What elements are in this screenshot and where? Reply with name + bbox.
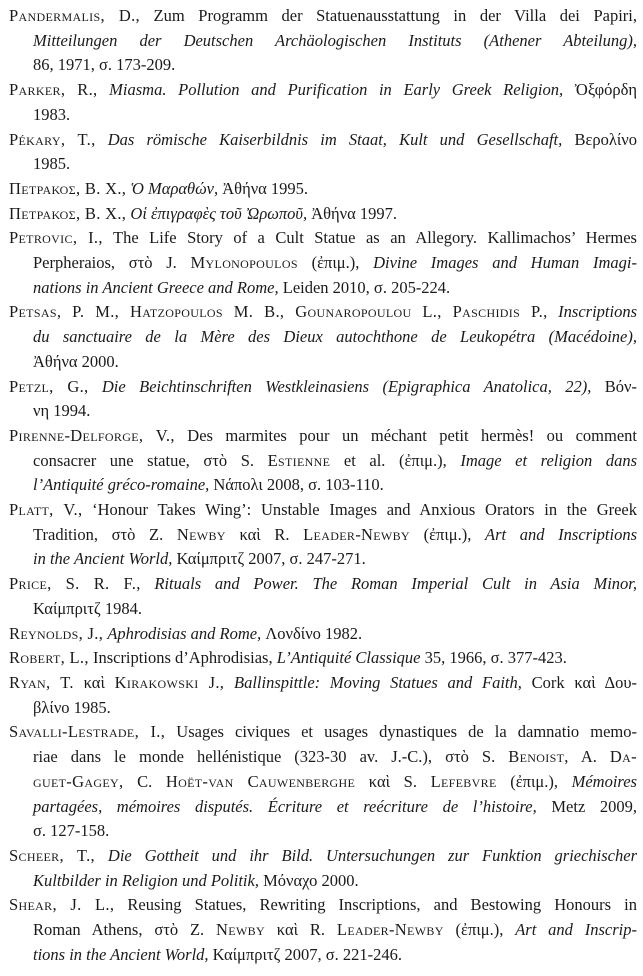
author-name: Pékary, T., (9, 129, 96, 149)
entry-line (9, 375, 637, 400)
work-title: Art and Inscrip- (515, 920, 637, 940)
entry-line (9, 523, 637, 548)
entry-line (9, 498, 637, 523)
author-name: Savalli-Lestrade, I., (9, 722, 166, 742)
entry-text: C. (123, 771, 166, 791)
entry-line (9, 128, 637, 153)
work-title: Mémoires (571, 771, 637, 791)
work-title: tions in the Ancient World, (33, 944, 209, 964)
bibliography-entry (9, 300, 637, 374)
author-name: Hoët-van Cauwenberghe (165, 771, 356, 791)
entry-text: Usages civiques et usages dynastiques de la damnatio memo- (165, 722, 637, 742)
author-name: Πετρακος, Β. Χ., (9, 203, 127, 223)
entry-text: A. (568, 747, 610, 767)
entry-line (9, 300, 637, 325)
entry-text: Leiden 2010, σ. 205-224. (278, 277, 451, 297)
entry-line (9, 622, 637, 647)
bibliography-entry (9, 128, 637, 177)
work-title: L’Antiquité Classique (276, 648, 421, 668)
bibliography-entry (9, 78, 637, 127)
entry-line (9, 572, 637, 597)
entry-line (9, 646, 637, 671)
author-name: Petzl, G., (9, 376, 89, 396)
bibliography-entry (9, 572, 637, 621)
entry-line (9, 745, 637, 770)
entry-line (9, 251, 637, 276)
work-title: Divine Images and Human Imagi- (373, 253, 637, 273)
entry-text: καὶ (73, 672, 115, 692)
author-name: Leader-Newby (336, 920, 444, 940)
entry-line (9, 547, 637, 572)
work-title: partagées, mémoires disputés. Écriture et reécriture de l’histoire, (33, 796, 537, 816)
entry-line (9, 869, 637, 894)
bibliography-entry (9, 202, 637, 227)
entry-line (9, 918, 637, 943)
entry-text: Ἀθήνα 1995. (218, 178, 309, 198)
entry-text (548, 302, 559, 321)
entry-line (9, 844, 637, 869)
entry-line (9, 720, 637, 745)
author-name: Parker, R., (9, 80, 98, 100)
author-name: Price, S. R. F., (9, 574, 141, 594)
bibliography-entry (9, 177, 637, 202)
entry-line (9, 424, 637, 449)
entry-text: Βόν- (591, 376, 637, 396)
entry-text: νη 1994. (33, 401, 91, 421)
entry-line (9, 597, 637, 622)
work-title: Das römische Kaiserbildnis im Staat, Kult und Gesellschaft, (107, 129, 563, 149)
entry-text: Reusing Statues, Rewriting Inscriptions, and Bestowing Honours in (114, 895, 637, 915)
entry-line (9, 671, 637, 696)
entry-text: καὶ S. (355, 771, 431, 791)
author-name: guet-Gagey, (33, 771, 124, 791)
author-name: Robert, L., (9, 648, 89, 668)
entry-text (224, 673, 234, 692)
entry-line (9, 202, 637, 227)
entry-text: riae dans le monde hellénistique (323-30 av. J.-C.), στὸ S. (33, 747, 509, 767)
entry-line (9, 226, 637, 251)
entry-text (98, 80, 110, 99)
entry-line (9, 78, 637, 103)
entry-line (9, 943, 637, 968)
author-name: Πετρακος, Β. Χ., (9, 178, 127, 198)
bibliography-entry (9, 498, 637, 572)
entry-text: Cork καὶ Δου- (521, 672, 637, 692)
entry-line (9, 893, 637, 918)
author-name: Shear, J. L., (9, 895, 115, 915)
entry-line (9, 449, 637, 474)
entry-text: Λονδίνο 1982. (261, 623, 363, 643)
work-title: Ὁ Μαραθών, (130, 178, 219, 198)
entry-text: 86, 1971, σ. 173-209. (33, 55, 176, 75)
work-title: Οἱ ἐπιγραφὲς τοῦ Ὠρωποῦ, (130, 203, 308, 223)
author-name: Petrovic, I., (9, 228, 103, 248)
work-title: Die Beichtinschriften Westkleinasiens (Epigraphica Anatolica, 22), (101, 376, 592, 396)
entry-line (9, 177, 637, 202)
work-title: Miasma. Pollution and Purification in Early Greek Religion, (109, 80, 564, 100)
entry-line (9, 325, 637, 350)
author-name: Leader-Newby (303, 524, 410, 544)
entry-text (88, 377, 101, 396)
bibliography-entry (9, 844, 637, 893)
work-title: Rituals and Power. The Roman Imperial Cult in Asia Minor, (154, 574, 638, 594)
bibliography-entry (9, 646, 637, 671)
author-name: Scheer, T., (9, 845, 95, 865)
bibliography-entry (9, 226, 637, 300)
work-title: Aphrodisias and Rome, (107, 623, 262, 643)
entry-line (9, 399, 637, 424)
author-name: Benoist, (508, 747, 569, 767)
entry-line (9, 473, 637, 498)
entry-line (9, 152, 637, 177)
entry-text: (ἐπιμ.), (496, 771, 572, 791)
entry-text: καὶ R. (264, 920, 337, 940)
entry-text: Ἀθήνα 2000. (33, 351, 119, 371)
work-title: Kultbilder in Religion und Politik, (33, 870, 259, 890)
author-name: Newby (216, 920, 265, 940)
entry-line (9, 29, 637, 54)
entry-text: Νάπολι 2008, σ. 103-110. (209, 475, 384, 495)
entry-text: Metz 2009, (536, 796, 637, 816)
entry-text: (ἐπιμ.), (443, 920, 516, 940)
bibliography-entry (9, 4, 637, 78)
work-title: Mitteilungen der Deutschen Archäologischen Instituts (Athener Abteilung), (33, 30, 637, 50)
author-name: Petsas, P. M., Hatzopoulos M. B., Gounaropoulou L., Paschidis P., (9, 302, 548, 322)
entry-text: Καίμπριτζ 1984. (33, 598, 142, 618)
work-title: in the Ancient World, (33, 549, 173, 569)
entry-text: Καίμπριτζ 2007, σ. 221-246. (208, 944, 403, 964)
entry-text: Βερολίνο (562, 129, 638, 149)
entry-text: Roman Athens, στὸ Z. (33, 920, 217, 940)
entry-text: ‘Honour Takes Wing’: Unstable Images and Anxious Orators in the Greek (82, 500, 638, 520)
entry-text: 1985. (33, 154, 71, 174)
author-name: Pandermalis, D., (9, 6, 140, 25)
work-title: Inscriptions (558, 302, 637, 322)
work-title: Image et religion dans (460, 450, 638, 470)
entry-text: consacrer une statue, στὸ S. (33, 450, 268, 470)
entry-text: et al. (ἐπιμ.), (330, 450, 461, 470)
bibliography-entry (9, 424, 637, 498)
author-name: Ryan, T. (9, 672, 74, 692)
entry-line (9, 819, 637, 844)
entry-line (9, 53, 637, 78)
author-name: Pirenne-Delforge, V., (9, 425, 175, 445)
work-title: Ballinspittle: Moving Statues and Faith, (234, 672, 522, 692)
entry-text (141, 574, 155, 593)
entry-text: (ἐπιμ.), (409, 524, 486, 544)
entry-text: The Life Story of a Cult Statue as an Allegory. Kallimachos’ Hermes (102, 228, 637, 248)
bibliography-list (9, 4, 637, 967)
work-title: Art and Inscriptions (485, 524, 637, 544)
bibliography-entry (9, 893, 637, 967)
entry-text: Inscriptions d’Aphrodisias, (88, 648, 277, 668)
entry-text: Καίμπριτζ 2007, σ. 247-271. (172, 549, 366, 569)
author-name: Newby (176, 524, 226, 544)
author-name: Estienne (267, 450, 331, 470)
author-name: Platt, V., (9, 500, 83, 520)
entry-line (9, 4, 637, 29)
entry-text: Zum Programm der Statuenausstattung in der Villa dei Papiri, (139, 6, 637, 25)
work-title: du sanctuaire de la Mère des Dieux autochthone de Leukopétra (Macédoine), (33, 327, 637, 347)
author-name: Mylonopoulos (190, 253, 298, 273)
entry-line (9, 696, 637, 721)
entry-text: 35, 1966, σ. 377-423. (420, 648, 567, 668)
entry-line (9, 103, 637, 128)
author-name: Kirakowski J., (114, 672, 225, 692)
bibliography-entry (9, 375, 637, 424)
entry-text: Perpheraios, στὸ J. (33, 253, 191, 273)
entry-text: Tradition, στὸ Z. (33, 524, 177, 544)
author-name: Da- (609, 747, 637, 767)
work-title: Die Gottheit und ihr Bild. Untersuchungen zur Funktion griechischer (107, 845, 638, 865)
work-title: l’Antiquité gréco-romaine, (33, 475, 210, 495)
entry-text: (ἐπιμ.), (297, 253, 374, 273)
entry-line (9, 350, 637, 375)
entry-text: καὶ R. (225, 524, 304, 544)
entry-text: σ. 127-158. (33, 821, 110, 841)
entry-text: Ὀξφόρδη (563, 80, 637, 100)
entry-text (96, 130, 108, 149)
bibliography-entry (9, 622, 637, 647)
entry-text: 1983. (33, 104, 71, 124)
author-name: Reynolds, J., (9, 623, 104, 643)
entry-line (9, 770, 637, 795)
entry-text: Μόναχο 2000. (258, 870, 359, 890)
work-title: nations in Ancient Greece and Rome, (33, 277, 279, 297)
entry-text: βλίνο 1985. (33, 697, 111, 717)
bibliography-entry (9, 720, 637, 844)
entry-text: Des marmites pour un méchant petit hermès! ou comment (174, 425, 638, 445)
bibliography-entry (9, 671, 637, 720)
entry-line (9, 795, 637, 820)
entry-text: Ἀθήνα 1997. (307, 203, 398, 223)
entry-text (95, 846, 108, 865)
author-name: Lefebvre (430, 771, 497, 791)
entry-line (9, 276, 637, 301)
